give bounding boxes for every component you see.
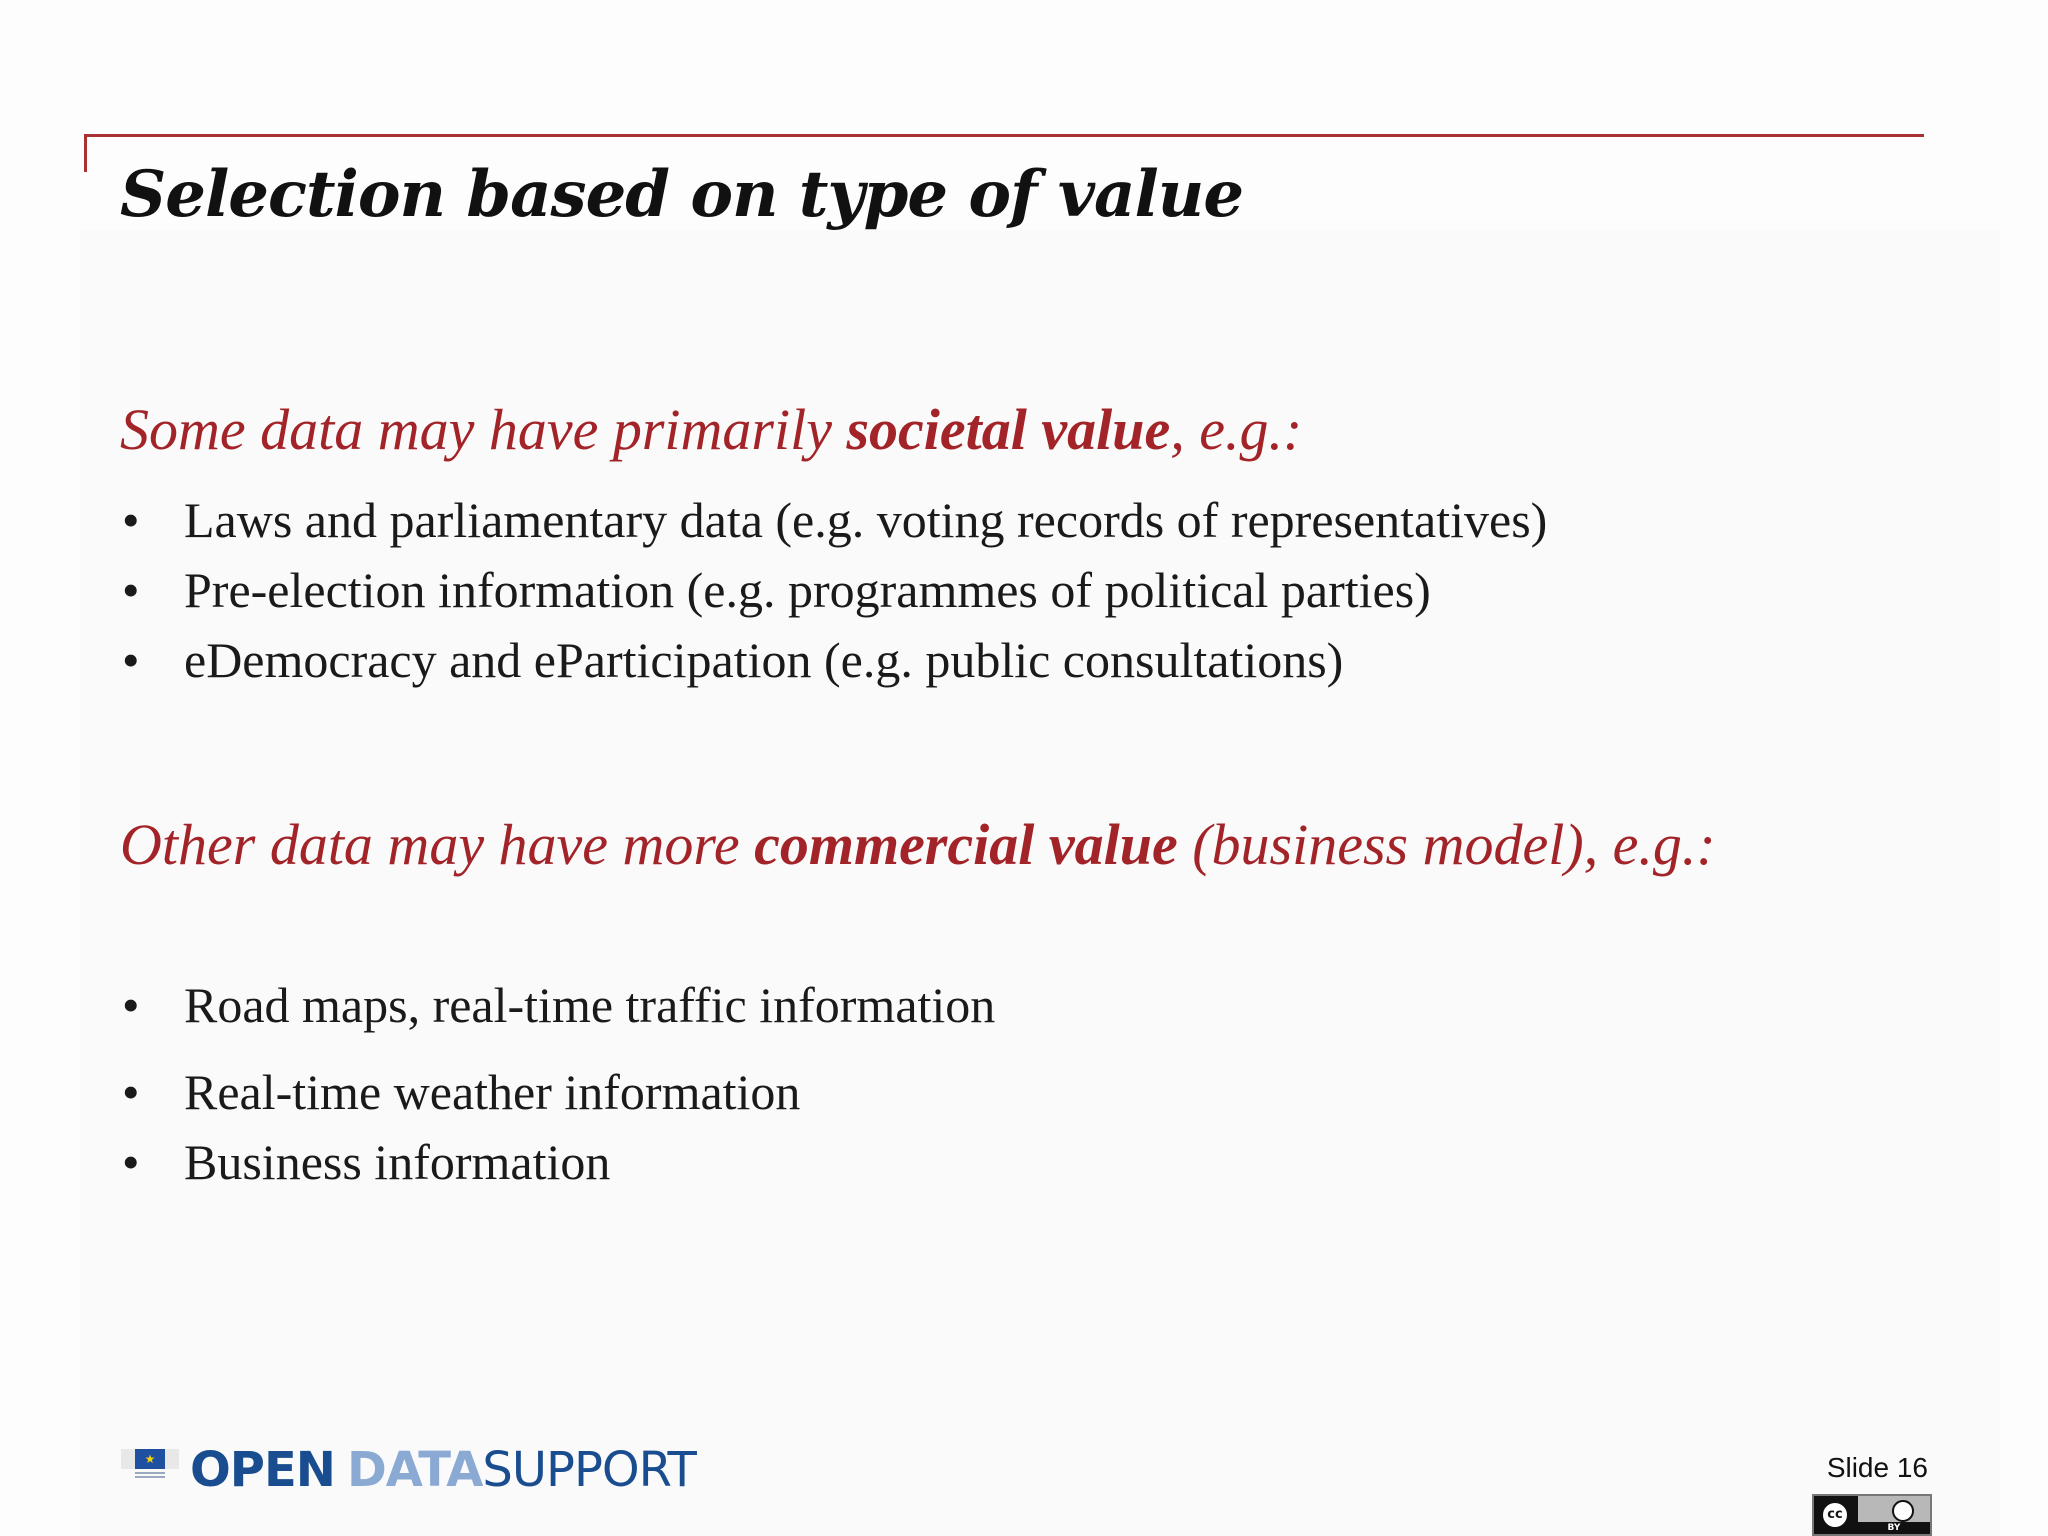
bullet-icon: • xyxy=(122,1064,140,1120)
cc-icon: cc xyxy=(1820,1500,1850,1530)
list-item-text: Business information xyxy=(184,1134,611,1190)
list-item xyxy=(120,1127,995,1197)
slide-number: Slide 16 xyxy=(1826,1452,1928,1483)
heading-lead: Some data may have primarily xyxy=(120,397,847,462)
bullet-icon: • xyxy=(122,562,140,618)
bullet-icon: • xyxy=(122,492,140,548)
title-rule xyxy=(84,134,1924,137)
heading-tail: (business model), e.g.: xyxy=(1177,812,1716,877)
commercial-value-heading xyxy=(120,810,1900,880)
heading-emphasis: commercial value xyxy=(754,812,1178,877)
list-item xyxy=(120,1057,995,1127)
logo-wordmark xyxy=(190,1442,696,1498)
bullet-icon: • xyxy=(122,977,140,1033)
logo-open: OPEN xyxy=(190,1442,335,1498)
list-item xyxy=(120,555,1547,625)
list-item xyxy=(120,485,1547,555)
attribution-person-icon xyxy=(1892,1500,1914,1522)
heading-tail: , e.g.: xyxy=(1170,397,1303,462)
by-area xyxy=(1858,1496,1930,1534)
commercial-value-list xyxy=(120,970,995,1197)
list-item-text: Road maps, real-time traffic information xyxy=(184,977,996,1033)
list-item-text: eDemocracy and eParticipation (e.g. public consultations) xyxy=(184,632,1344,688)
heading-emphasis: societal value xyxy=(846,397,1171,462)
list-item-text: Laws and parliamentary data (e.g. voting records of representatives) xyxy=(184,492,1548,548)
logo-data: DATA xyxy=(346,1442,483,1498)
societal-value-list xyxy=(120,485,1547,695)
cc-by-license-badge xyxy=(1812,1494,1932,1536)
bullet-icon: • xyxy=(122,632,140,688)
societal-value-heading xyxy=(120,395,1302,465)
heading-lead: Other data may have more xyxy=(120,812,755,877)
list-item xyxy=(120,625,1547,695)
by-label: BY xyxy=(1858,1522,1930,1534)
eu-caption-lines xyxy=(135,1472,165,1480)
list-item xyxy=(120,970,995,1040)
title-rule-corner xyxy=(84,134,87,172)
bullet-icon: • xyxy=(122,1134,140,1190)
eu-flag-icon xyxy=(120,1449,180,1491)
eu-stars-icon: ★ xyxy=(121,1449,179,1469)
list-item-text: Pre-election information (e.g. programmes of political parties) xyxy=(184,562,1431,618)
list-item-text: Real-time weather information xyxy=(184,1064,801,1120)
logo-support: SUPPORT xyxy=(482,1442,696,1498)
slide-title: Selection based on type of value xyxy=(120,157,1244,232)
open-data-support-logo xyxy=(120,1440,696,1500)
